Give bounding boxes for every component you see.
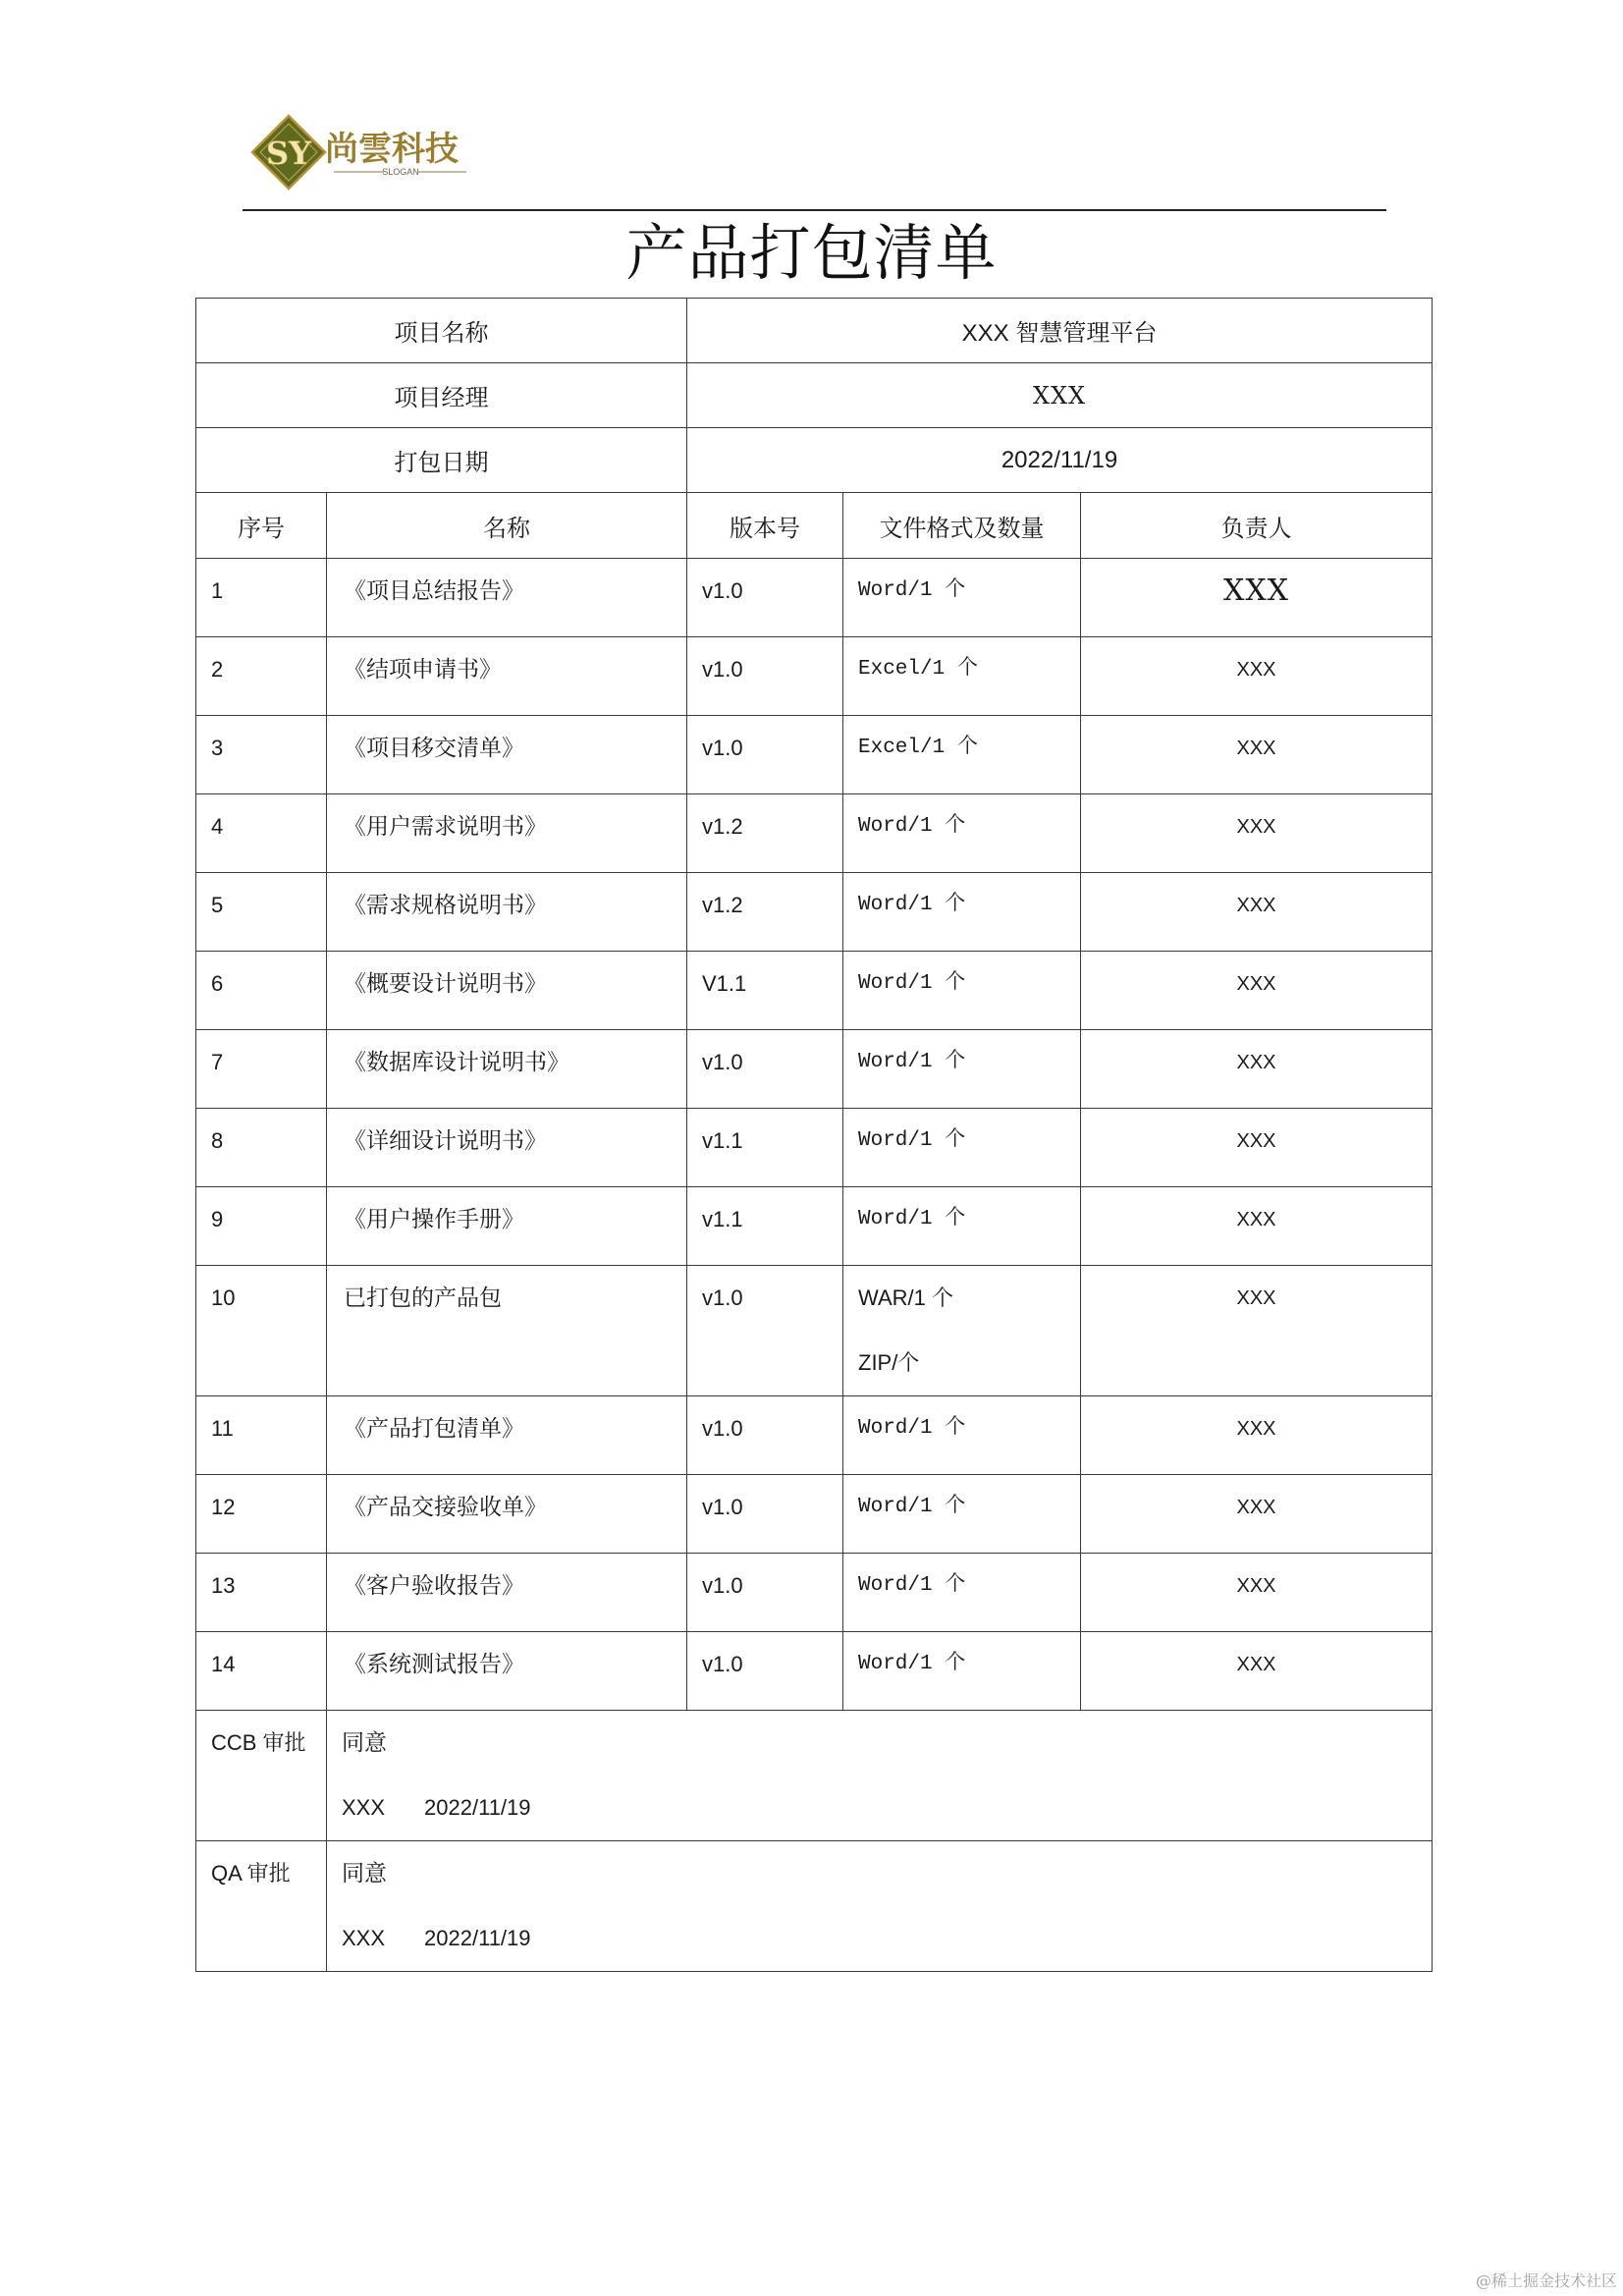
file-format-entry: WAR/1 个 (858, 1285, 953, 1310)
table-row (196, 873, 1433, 952)
company-logo (246, 112, 472, 194)
approval-signer: XXX (342, 1926, 386, 1950)
version-number: v1.2 (687, 873, 843, 952)
owner-name: XXX (1081, 873, 1433, 952)
logo-company-name: 尚雲科技 (325, 130, 459, 169)
info-value-project-name: XXX 智慧管理平台 (687, 299, 1433, 363)
version-number: v1.0 (687, 1554, 843, 1632)
file-format-cell (843, 1030, 1081, 1109)
column-header-format: 文件格式及数量 (843, 493, 1081, 559)
file-format-cell (843, 1632, 1081, 1711)
owner-name: XXX (1081, 1266, 1433, 1396)
table-row (196, 1396, 1433, 1475)
table-row (196, 1554, 1433, 1632)
document-name: 《概要设计说明书》 (327, 952, 687, 1030)
version-number: v1.0 (687, 559, 843, 637)
version-number: v1.0 (687, 1475, 843, 1554)
table-row (196, 1030, 1433, 1109)
file-format-entry: Word/1 个 (858, 1051, 966, 1073)
watermark: @稀土掘金技术社区 (1475, 2271, 1617, 2290)
file-format-entry: ZIP/个 (858, 1350, 920, 1375)
document-name: 《需求规格说明书》 (327, 873, 687, 952)
row-number: 7 (196, 1030, 327, 1109)
file-format-entry: Word/1 个 (858, 972, 966, 995)
owner-name: XXX (1081, 1632, 1433, 1711)
owner-name: XXX (1081, 1187, 1433, 1266)
file-format-entry: Word/1 个 (858, 894, 966, 916)
table-row (196, 952, 1433, 1030)
row-number: 1 (196, 559, 327, 637)
approval-row-qa (196, 1841, 1433, 1972)
row-number: 12 (196, 1475, 327, 1554)
row-number: 11 (196, 1396, 327, 1475)
file-format-cell (843, 716, 1081, 794)
document-name: 已打包的产品包 (327, 1266, 687, 1396)
row-number: 9 (196, 1187, 327, 1266)
approval-label: QA 审批 (196, 1841, 327, 1972)
owner-name: XXX (1081, 559, 1433, 637)
version-number: v1.0 (687, 1396, 843, 1475)
column-header-number: 序号 (196, 493, 327, 559)
owner-name: XXX (1081, 1109, 1433, 1187)
approval-date: 2022/11/19 (424, 1795, 531, 1820)
approval-section (196, 1711, 1433, 1972)
column-header-version: 版本号 (687, 493, 843, 559)
file-format-entry: Word/1 个 (858, 1208, 966, 1230)
approval-signature (342, 1776, 1432, 1840)
column-header-name: 名称 (327, 493, 687, 559)
row-number: 14 (196, 1632, 327, 1711)
version-number: v1.0 (687, 1632, 843, 1711)
file-format-entry: Word/1 个 (858, 1653, 966, 1675)
version-number: v1.1 (687, 1187, 843, 1266)
document-name: 《产品打包清单》 (327, 1396, 687, 1475)
file-format-entry: Word/1 个 (858, 1129, 966, 1152)
row-number: 10 (196, 1266, 327, 1396)
owner-name: XXX (1081, 1554, 1433, 1632)
owner-name: XXX (1081, 952, 1433, 1030)
file-format-entry: Word/1 个 (858, 1496, 966, 1518)
info-section (196, 299, 1433, 559)
version-number: v1.0 (687, 1030, 843, 1109)
table-row (196, 1187, 1433, 1266)
row-number: 5 (196, 873, 327, 952)
column-header-owner: 负责人 (1081, 493, 1433, 559)
file-format-cell (843, 1266, 1081, 1396)
info-row-project-manager (196, 363, 1433, 428)
row-number: 6 (196, 952, 327, 1030)
approval-content (327, 1711, 1433, 1841)
approval-content (327, 1841, 1433, 1972)
page-title: 产品打包清单 (625, 217, 998, 289)
row-number: 8 (196, 1109, 327, 1187)
document-name: 《系统测试报告》 (327, 1632, 687, 1711)
table-header-row (196, 493, 1433, 559)
document-name: 《结项申请书》 (327, 637, 687, 716)
approval-decision: 同意 (342, 1861, 387, 1886)
file-format-cell (843, 794, 1081, 873)
file-format-cell (843, 559, 1081, 637)
approval-signature (342, 1906, 1432, 1971)
table-row (196, 716, 1433, 794)
version-number: v1.0 (687, 1266, 843, 1396)
row-number: 4 (196, 794, 327, 873)
header-divider (243, 209, 1386, 211)
document-name: 《数据库设计说明书》 (327, 1030, 687, 1109)
document-name: 《项目移交清单》 (327, 716, 687, 794)
document-name: 《产品交接验收单》 (327, 1475, 687, 1554)
file-format-cell (843, 1554, 1081, 1632)
approval-signer: XXX (342, 1795, 386, 1820)
document-name: 《项目总结报告》 (327, 559, 687, 637)
table-row (196, 794, 1433, 873)
table-row (196, 559, 1433, 637)
file-format-cell (843, 952, 1081, 1030)
row-number: 3 (196, 716, 327, 794)
table-row (196, 1632, 1433, 1711)
file-format-entry: Word/1 个 (858, 1574, 966, 1597)
info-value-project-manager: XXX (687, 363, 1433, 428)
file-format-cell (843, 1187, 1081, 1266)
file-format-entry: Word/1 个 (858, 815, 966, 838)
file-format-entry: Excel/1 个 (858, 658, 978, 681)
owner-name: XXX (1081, 1030, 1433, 1109)
file-format-cell (843, 1109, 1081, 1187)
row-number: 2 (196, 637, 327, 716)
logo-slogan: SLOGAN (382, 167, 419, 177)
logo-mark: SY (266, 135, 311, 172)
document-name: 《用户操作手册》 (327, 1187, 687, 1266)
version-number: V1.1 (687, 952, 843, 1030)
document-name: 《用户需求说明书》 (327, 794, 687, 873)
approval-row-ccb (196, 1711, 1433, 1841)
document-name: 《详细设计说明书》 (327, 1109, 687, 1187)
info-value-package-date: 2022/11/19 (687, 428, 1433, 493)
document-name: 《客户验收报告》 (327, 1554, 687, 1632)
file-format-entry: Word/1 个 (858, 1417, 966, 1440)
table-row (196, 1109, 1433, 1187)
owner-name: XXX (1081, 637, 1433, 716)
version-number: v1.0 (687, 716, 843, 794)
owner-name: XXX (1081, 1396, 1433, 1475)
packing-list-table (195, 298, 1433, 1972)
table-row (196, 637, 1433, 716)
file-format-cell (843, 637, 1081, 716)
info-label: 项目名称 (196, 299, 687, 363)
owner-name: XXX (1081, 794, 1433, 873)
file-format-entry: Excel/1 个 (858, 737, 978, 759)
file-format-cell (843, 1396, 1081, 1475)
approval-date: 2022/11/19 (424, 1926, 531, 1950)
file-format-entry: Word/1 个 (858, 579, 966, 602)
table-row (196, 1266, 1433, 1396)
row-number: 13 (196, 1554, 327, 1632)
version-number: v1.0 (687, 637, 843, 716)
approval-decision: 同意 (342, 1730, 387, 1756)
info-row-package-date (196, 428, 1433, 493)
version-number: v1.1 (687, 1109, 843, 1187)
owner-name: XXX (1081, 1475, 1433, 1554)
table-row (196, 1475, 1433, 1554)
info-label: 打包日期 (196, 428, 687, 493)
info-label: 项目经理 (196, 363, 687, 428)
owner-name: XXX (1081, 716, 1433, 794)
version-number: v1.2 (687, 794, 843, 873)
info-row-project-name (196, 299, 1433, 363)
item-rows (196, 559, 1433, 1711)
file-format-cell (843, 1475, 1081, 1554)
file-format-cell (843, 873, 1081, 952)
approval-label: CCB 审批 (196, 1711, 327, 1841)
